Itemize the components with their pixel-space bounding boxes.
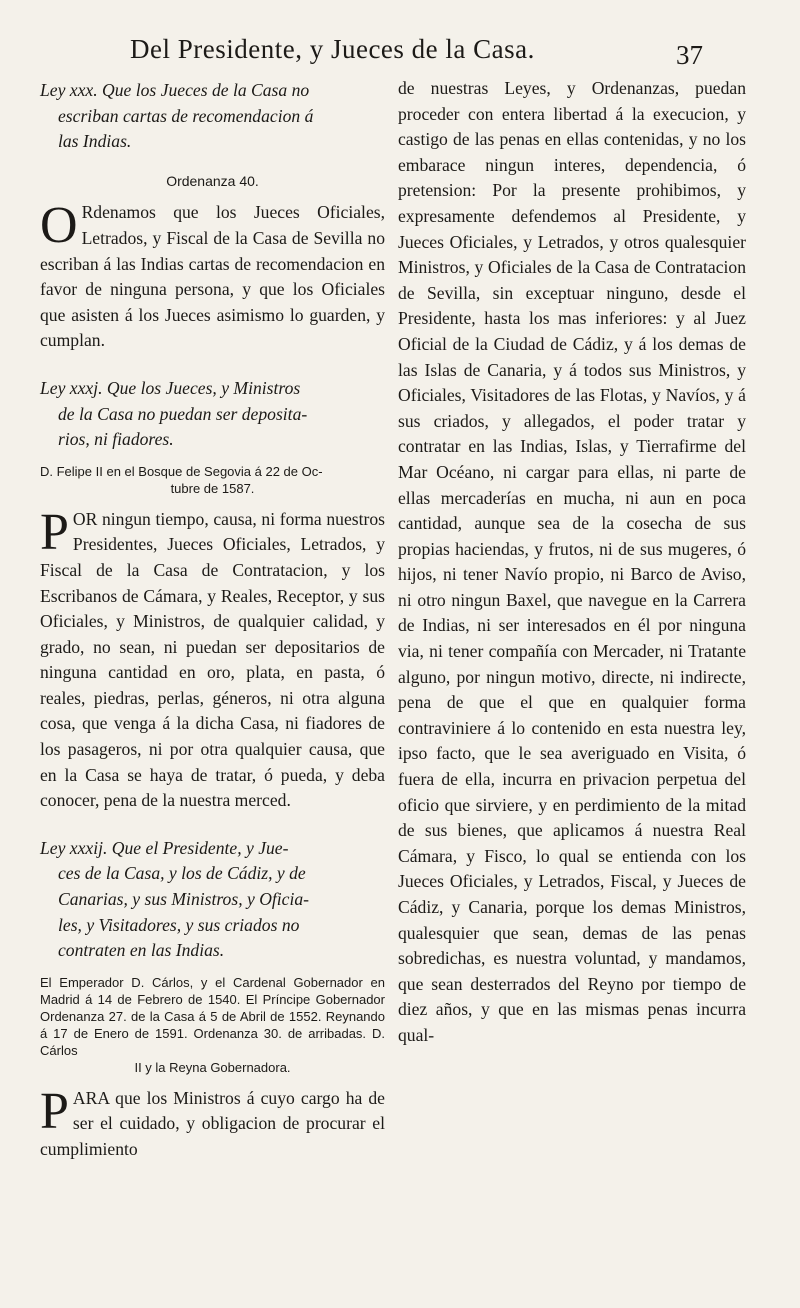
law-31-title-line: rios, ni fiadores. — [58, 429, 174, 450]
law-32-source-text: El Emperador D. Cárlos, y el Cardenal Gobernador en Madrid á 14 de Febrero de 1540. El Príncipe Gobernador Ordenanza 27. de la Casa á 5 de Abril de 1552. Reynando á 17 de Enero de 1591. Ordenanza 30. de arribadas. D. Cárlos — [40, 974, 385, 1058]
law-32-title-line: contraten en las Indias. — [58, 940, 225, 961]
running-title: Del Presidente, y Jueces de la Casa. — [130, 34, 535, 64]
law-32-title — [40, 836, 385, 964]
law-31-source-line: D. Felipe II en el Bosque de Segovia á 22 de Oc- — [40, 463, 323, 479]
law-32-source — [40, 974, 385, 1076]
law-31-source — [40, 463, 385, 497]
law-30-text: Rdenamos que los Jueces Oficiales, Letrados, y Fiscal de la Casa de Sevilla no escriban á las Indias cartas de recomendacion en favor de ninguna persona, y que los Oficiales que asisten á los Jueces asimismo lo guarden, y cumplan. — [40, 202, 385, 351]
law-32-title-line: ces de la Casa, y los de Cádiz, y de — [58, 863, 306, 884]
law-31-title — [40, 376, 385, 453]
law-32-title-line: les, y Visitadores, y sus criados no — [58, 914, 300, 935]
law-30-title-line: las Indias. — [58, 131, 132, 152]
law-32-title-line: Ley xxxij. Que el Presidente, y Jue- — [40, 837, 289, 858]
law-30-title-line: Ley xxx. Que los Jueces de la Casa no — [40, 80, 310, 100]
law-30-title — [40, 78, 385, 155]
law-31-dropcap: P — [40, 503, 69, 561]
law-32-body — [40, 1082, 385, 1163]
law-31-title-line: de la Casa no puedan ser deposita- — [58, 403, 308, 424]
right-column — [398, 76, 746, 1049]
page-number: 37 — [676, 40, 703, 70]
law-30-dropcap: O — [40, 197, 78, 255]
law-31-source-line: tubre de 1587. — [170, 480, 255, 496]
law-32-source-last: II y la Reyna Gobernadora. — [134, 1059, 291, 1075]
left-column — [40, 78, 385, 1163]
law-32-continuation: de nuestras Leyes, y Ordenanzas, puedan proceder con entera libertad á la execucion, y castigo de las penas en ellas contenidas, y no los embarace ningun interes, dependencia, ó pretension: Por la presente prohibimos, y expresamente defendemos al Presidente, y Jueces Oficiales, y Letrados, y otros qualesquier Ministros, y Oficiales de la Casa de Contratacion de Sevilla, sin exceptuar ninguno, desde el Presidente, hasta los mas inferiores: y al Juez Oficial de la Ciudad de Cádiz, y á los demas de las Islas de Canaria, y á todos sus Ministros, y Oficiales, Visitadores de las Flotas, y Navíos, y á sus criados, y allegados, el poder tratar y contratar en las Indias, Islas, y Tierrafirme del Mar Océano, ni cargar para ellas, ni parte de ellas mercaderías en mucha, ni aun en poca cantidad, aunque sea de la cosecha de sus propias haciendas, y frutos, ni de sus mugeres, ó hijos, ni tener Navío propio, ni Barco de Aviso, ni otro ningun Baxel, que navegue en la Carrera de Indias, ni ser interesados en él por ninguna via, ni tener compañía con Mercader, ni Tratante alguno, por ningun motivo, directe, ni indirecte, pena de que el que en qualquier forma contraviniere á lo contenido en esta nuestra ley, ipso facto, que le sea averiguado en Visita, ó fuera de ella, incurra en privacion perpetua del oficio que sirviere, y en perdimiento de la mitad de sus bienes, que aplicamos á nuestra Real Cámara, y Fisco, lo qual se entienda con los Jueces Oficiales, y Letrados, Fiscal, y Jueces de Cádiz, y Canaria, porque los demas Ministros, qualesquier que sean, demas de las penas sobredichas, es nuestra voluntad, y mandamos, que sean desterrados del Reyno por tiempo de diez años, y que en las mismas penas incurra qual- — [398, 78, 746, 1045]
law-31-title-line: Ley xxxj. Que los Jueces, y Ministros — [40, 377, 301, 398]
law-31-body — [40, 503, 385, 814]
law-30-body — [40, 197, 385, 354]
law-30-ordinance: Ordenanza 40. — [166, 172, 259, 189]
law-32-dropcap: P — [40, 1082, 69, 1140]
law-32-title-line: Canarias, y sus Ministros, y Oficia- — [58, 889, 310, 910]
law-30-title-line: escriban cartas de recomendacion á — [58, 105, 314, 126]
law-31-text: OR ningun tiempo, causa, ni forma nuestros Presidentes, Jueces Oficiales, Letrados, y Fiscal de la Casa de Contratacion, y los Escribanos de Cámara, y Reales, Receptor, y sus Oficiales, y Ministros, de qualquier calidad, y grado, no sean, ni puedan ser depositarios de ninguna cantidad en oro, plata, en pasta, ó reales, piedras, perlas, géneros, ni otra alguna cosa, que venga á la dicha Casa, ni fiadores de los pasageros, ni por otra qualquier causa, que en la Casa se haya de tratar, ó pueda, y deba conocer, pena de la nuestra merced. — [40, 508, 385, 811]
law-32-text: ARA que los Ministros á cuyo cargo ha de ser el cuidado, y obligacion de procurar el cumplimiento — [40, 1087, 385, 1159]
